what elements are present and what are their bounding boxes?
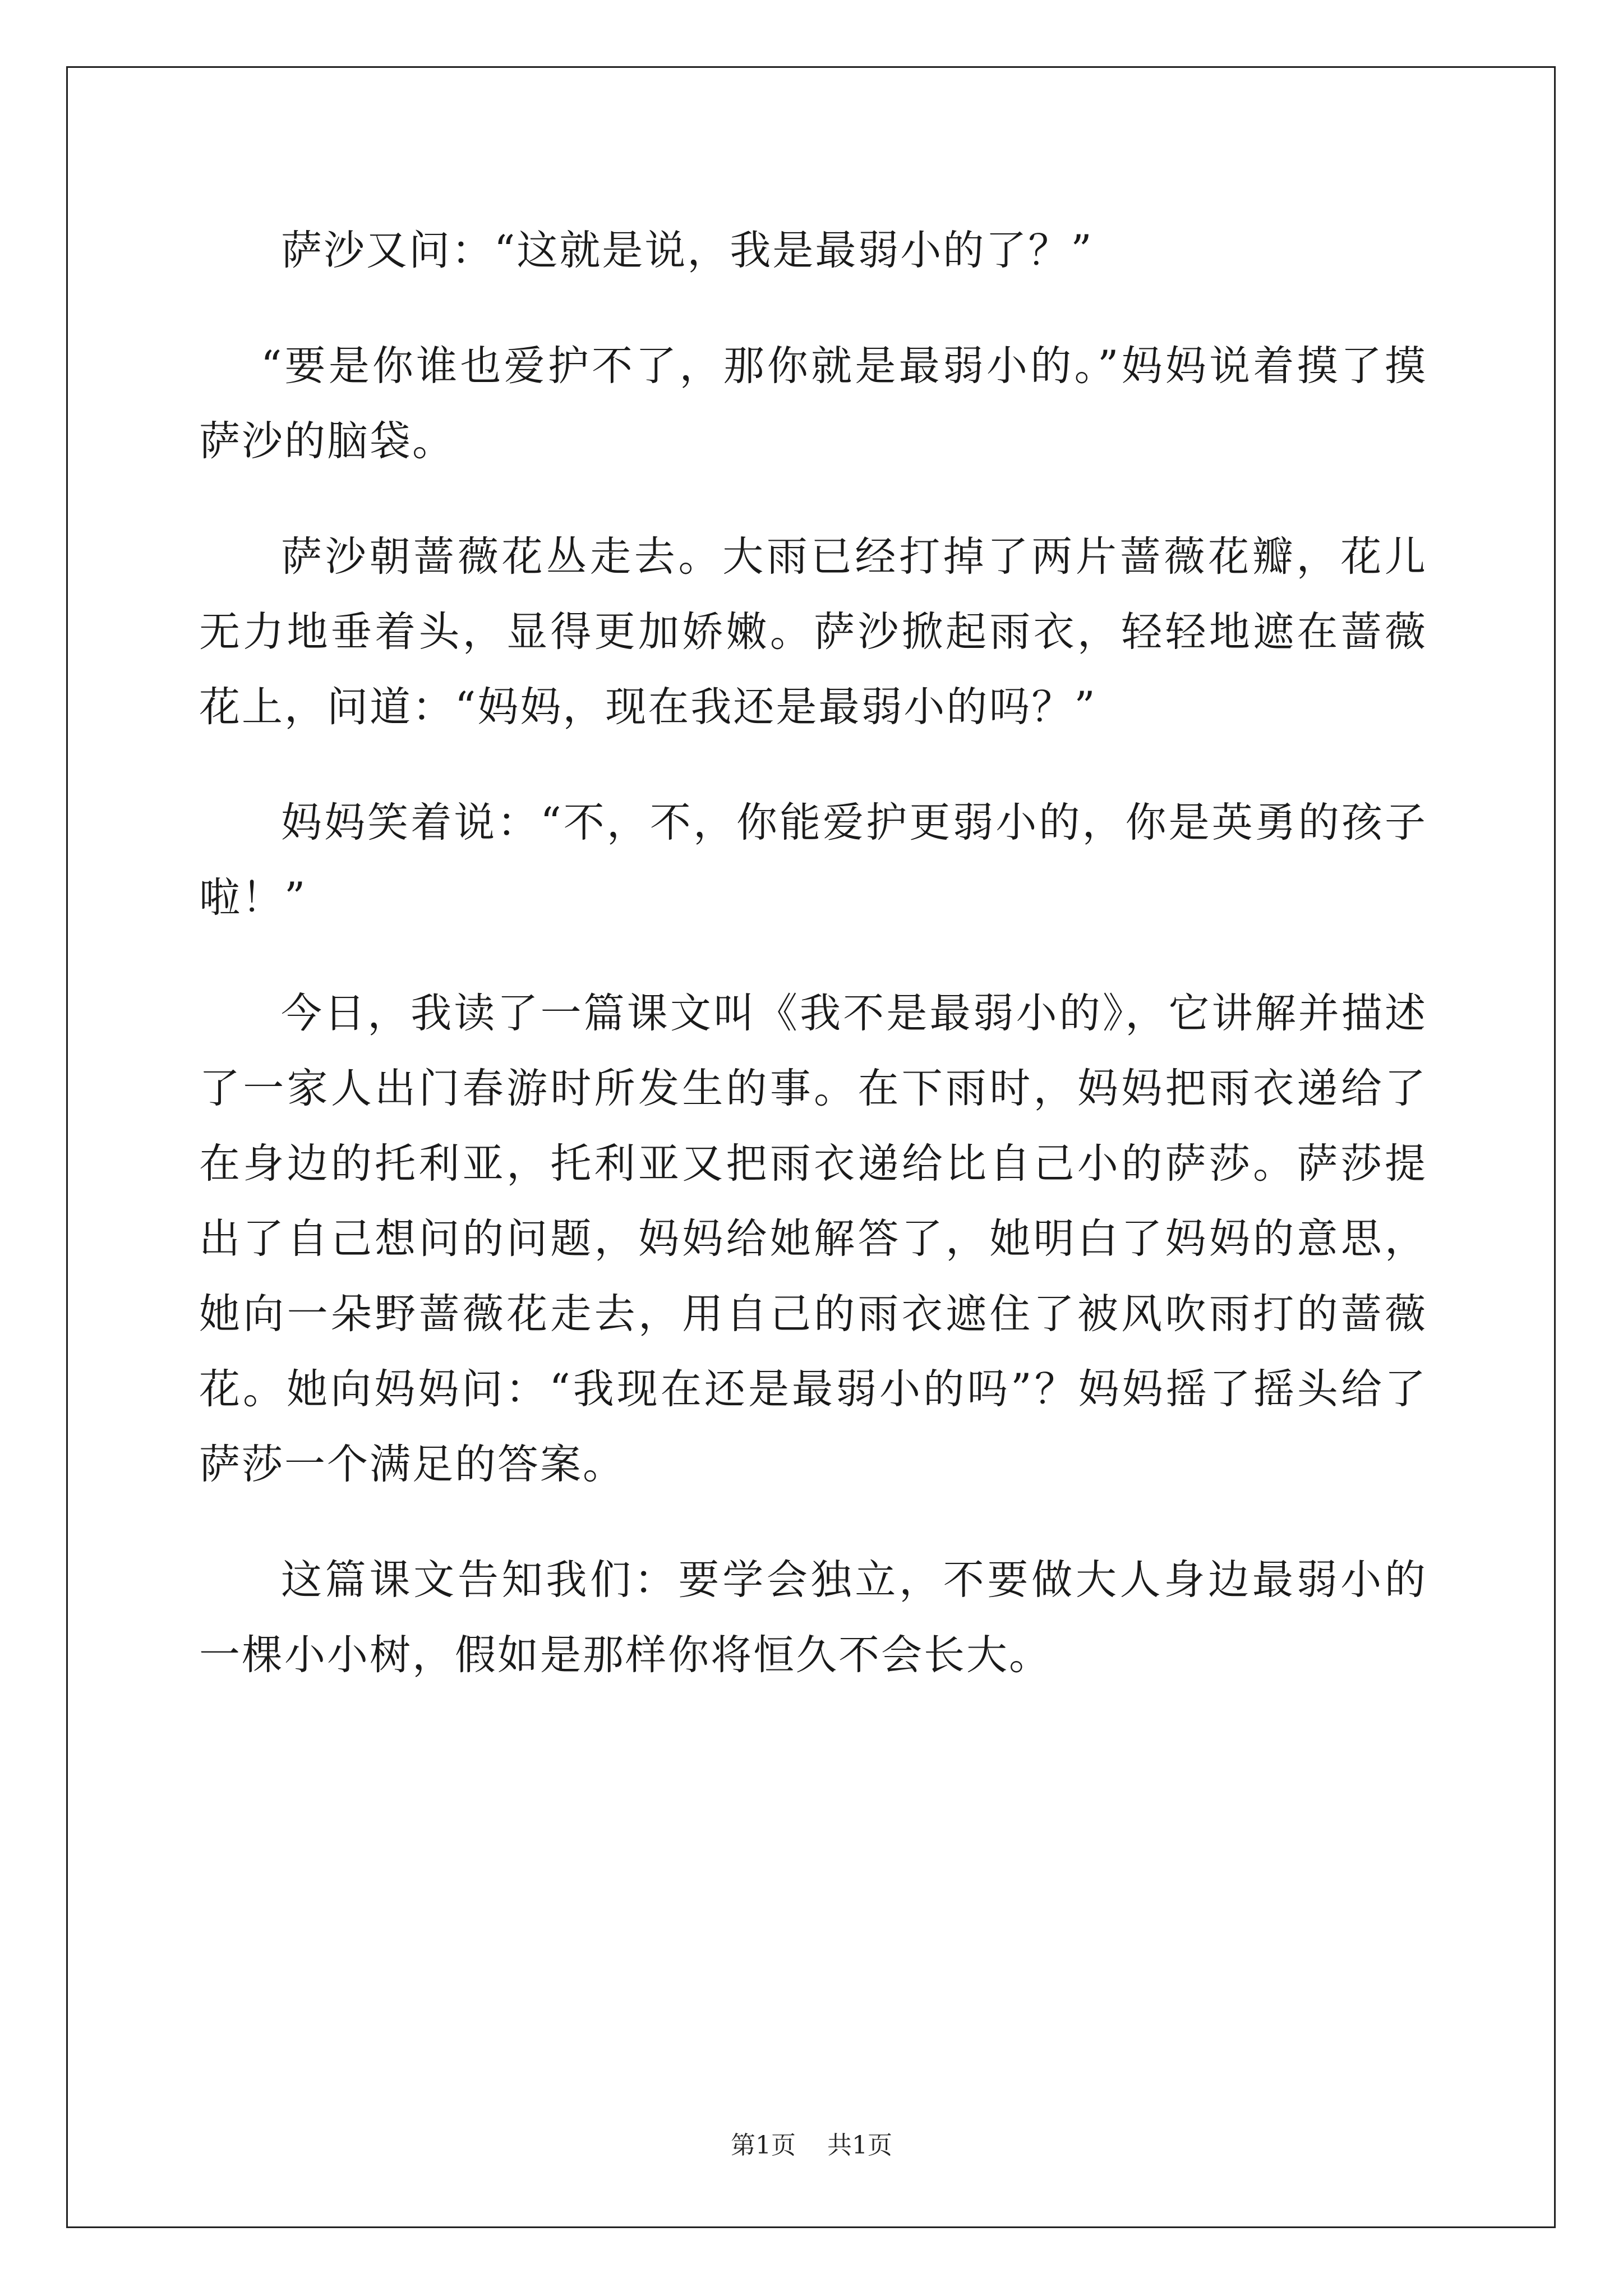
paragraph: 萨沙又问：“这就是说，我是最弱小的了？” bbox=[281, 227, 1094, 274]
page-number-total: 共1页 bbox=[827, 2131, 892, 2160]
paragraph: 妈妈笑着说：“不，不，你能爱护更弱小的，你是英勇的孩子啦！” bbox=[199, 799, 1427, 922]
page-number-current: 第1页 bbox=[731, 2131, 796, 2160]
paragraph: “要是你谁也爱护不了，那你就是最弱小的。”妈妈说着摸了摸萨沙的脑袋。 bbox=[199, 342, 1427, 465]
paragraph: 今日，我读了一篇课文叫《我不是最弱小的》，它讲解并描述了一家人出门春游时所发生的事。在下雨时，妈妈把雨衣递给了在身边的托利亚，托利亚又把雨衣递给比自己小的萨莎。萨莎提出了自己想问的问题，妈妈给她解答了，她明白了妈妈的意思，她向一朵野蔷薇花走去，用自己的雨衣遮住了被风吹雨打的蔷薇花。她向妈妈问：“我现在还是最弱小的吗”？妈妈摇了摇头给了萨莎一个满足的答案。 bbox=[199, 990, 1427, 1488]
paragraph: 这篇课文告知我们：要学会独立，不要做大人身边最弱小的一棵小小树，假如是那样你将恒久不会长大。 bbox=[199, 1556, 1427, 1679]
page-footer bbox=[0, 2129, 1623, 2162]
paragraph: 萨沙朝蔷薇花丛走去。大雨已经打掉了两片蔷薇花瓣，花儿无力地垂着头，显得更加娇嫩。萨沙掀起雨衣，轻轻地遮在蔷薇花上，问道：“妈妈，现在我还是最弱小的吗？” bbox=[199, 533, 1427, 731]
document-body bbox=[199, 213, 1427, 1733]
